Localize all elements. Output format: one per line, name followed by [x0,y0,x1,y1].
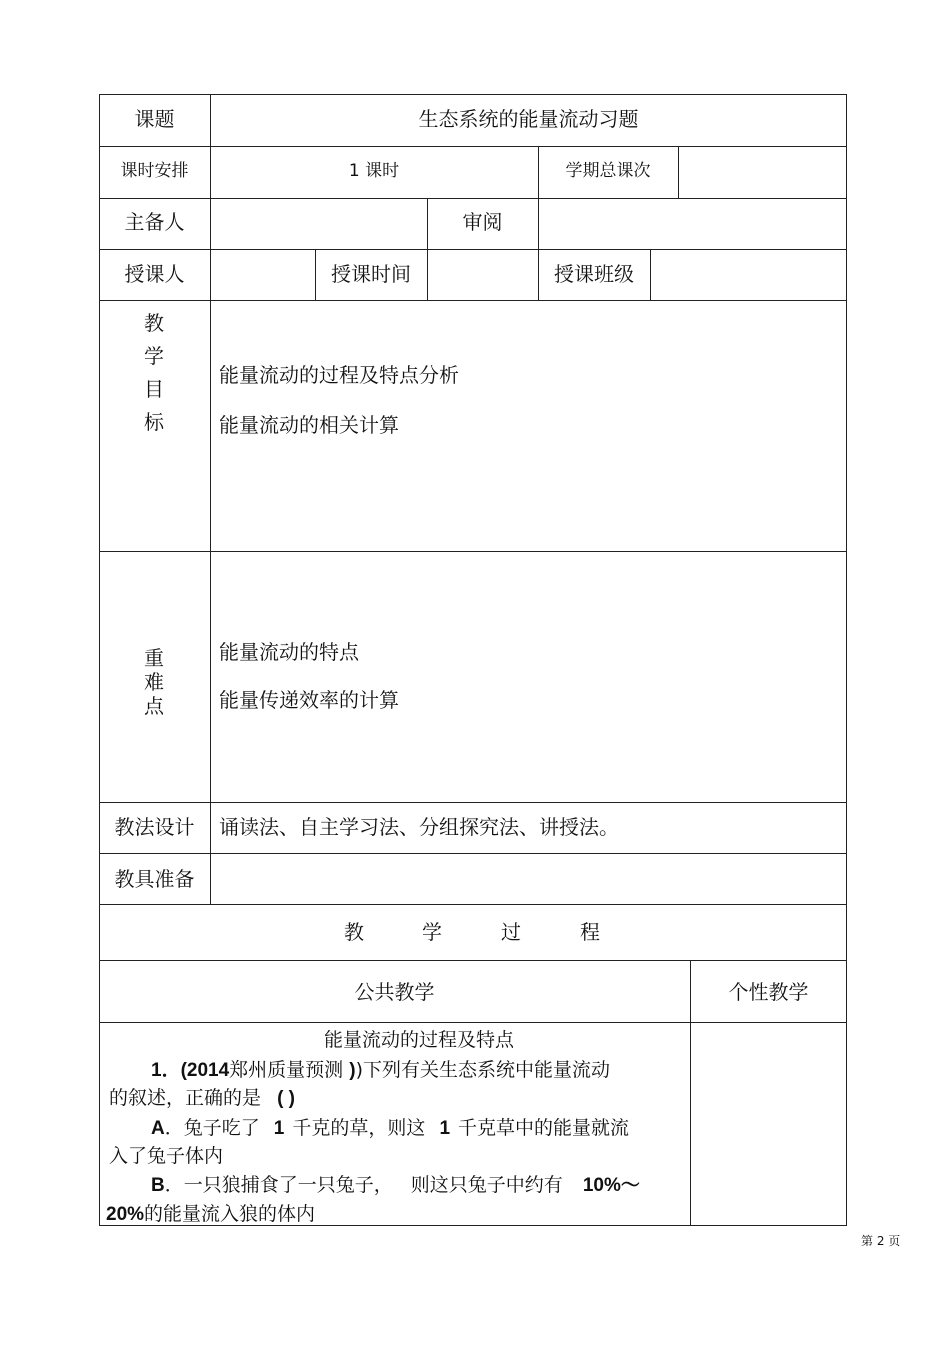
question-1-number: 1．(2014 [151,1060,230,1081]
objectives-label [99,307,209,439]
teacher-value-cell [210,249,315,300]
option-b-line-2 [106,1200,315,1229]
keypoints-label-char: 点 [144,694,164,718]
keypoints-label-char: 难 [144,670,164,694]
personal-teaching-label: 个性教学 [728,980,809,1004]
process-title-char: 过 [501,920,521,944]
hours-value: 1 课时 [348,161,400,181]
option-b-line-1 [151,1171,640,1200]
objective-item: 能量流动的相关计算 [219,413,399,437]
question-1-stem: )下列有关生态系统中能量流动 [355,1059,610,1081]
time-label: 授课时间 [331,262,411,286]
class-value-cell [650,249,847,300]
method-label: 教法设计 [114,815,195,839]
option-b-percent-cont: 20% [106,1204,145,1225]
term-total-label: 学期总课次 [565,161,651,181]
option-b-text-cont: 的能量流入狼的体内 [144,1203,316,1225]
tools-value-cell [210,853,847,904]
option-a-number: 1 [439,1118,451,1139]
objectives-label-char: 学 [144,344,164,368]
tools-label: 教具准备 [114,867,195,891]
option-b-text: ．一只狼捕食了一只兔子， [164,1174,393,1196]
option-a-text: 千克草中的能量就流 [458,1117,630,1139]
keypoint-item: 能量流动的特点 [219,640,359,664]
topic-value: 生态系统的能量流动习题 [418,107,639,131]
question-1-stem-cont: 的叙述，正确的是 [109,1087,262,1109]
keypoints-label [99,642,209,718]
teacher-label: 授课人 [124,262,185,286]
review-value-cell [538,198,847,249]
question-1-source: 郑州质量预测 [229,1059,344,1081]
process-title-cell [99,904,847,960]
process-title-char: 学 [422,920,442,944]
review-label: 审阅 [462,210,503,234]
process-title-char: 程 [580,920,600,944]
process-title-char: 教 [344,920,364,944]
section-title: 能量流动的过程及特点 [323,1029,514,1051]
option-a-label: A [151,1118,165,1139]
option-b-percent: 10%～ [582,1175,640,1196]
public-teaching-label: 公共教学 [354,980,435,1004]
class-label: 授课班级 [554,262,634,286]
option-a-line-1 [151,1114,629,1143]
option-a-text: 千克的草，则这 [292,1117,426,1139]
term-total-value-cell [678,146,847,198]
objectives-label-char: 标 [144,410,164,434]
option-a-line-2: 入了兔子体内 [109,1145,224,1167]
objectives-label-char: 目 [144,377,164,401]
time-value-cell [427,249,538,300]
keypoints-label-char: 重 [144,646,164,670]
option-b-label: B [151,1175,165,1196]
option-a-text: ．兔子吃了 [164,1117,260,1139]
method-value: 诵读法、自主学习法、分组探究法、讲授法。 [219,815,619,839]
option-b-text: 则这只兔子中约有 [410,1174,563,1196]
page-number: 第 2 页 [861,1234,901,1248]
preparer-label: 主备人 [124,210,185,234]
hours-label: 课时安排 [120,161,189,181]
question-1-line-2 [109,1084,295,1113]
question-1-line-1: 1．(2014郑州质量预测 ))下列有关生态系统中能量流动 [151,1059,610,1081]
keypoint-item: 能量传递效率的计算 [219,688,399,712]
objectives-label-char: 教 [144,311,164,335]
preparer-value-cell [210,198,427,249]
keypoints-content-cell [210,551,847,802]
option-a-number: 1 [273,1118,285,1139]
objective-item: 能量流动的过程及特点分析 [219,363,459,387]
answer-blank: ( ) [277,1088,295,1109]
topic-label: 课题 [134,107,175,131]
